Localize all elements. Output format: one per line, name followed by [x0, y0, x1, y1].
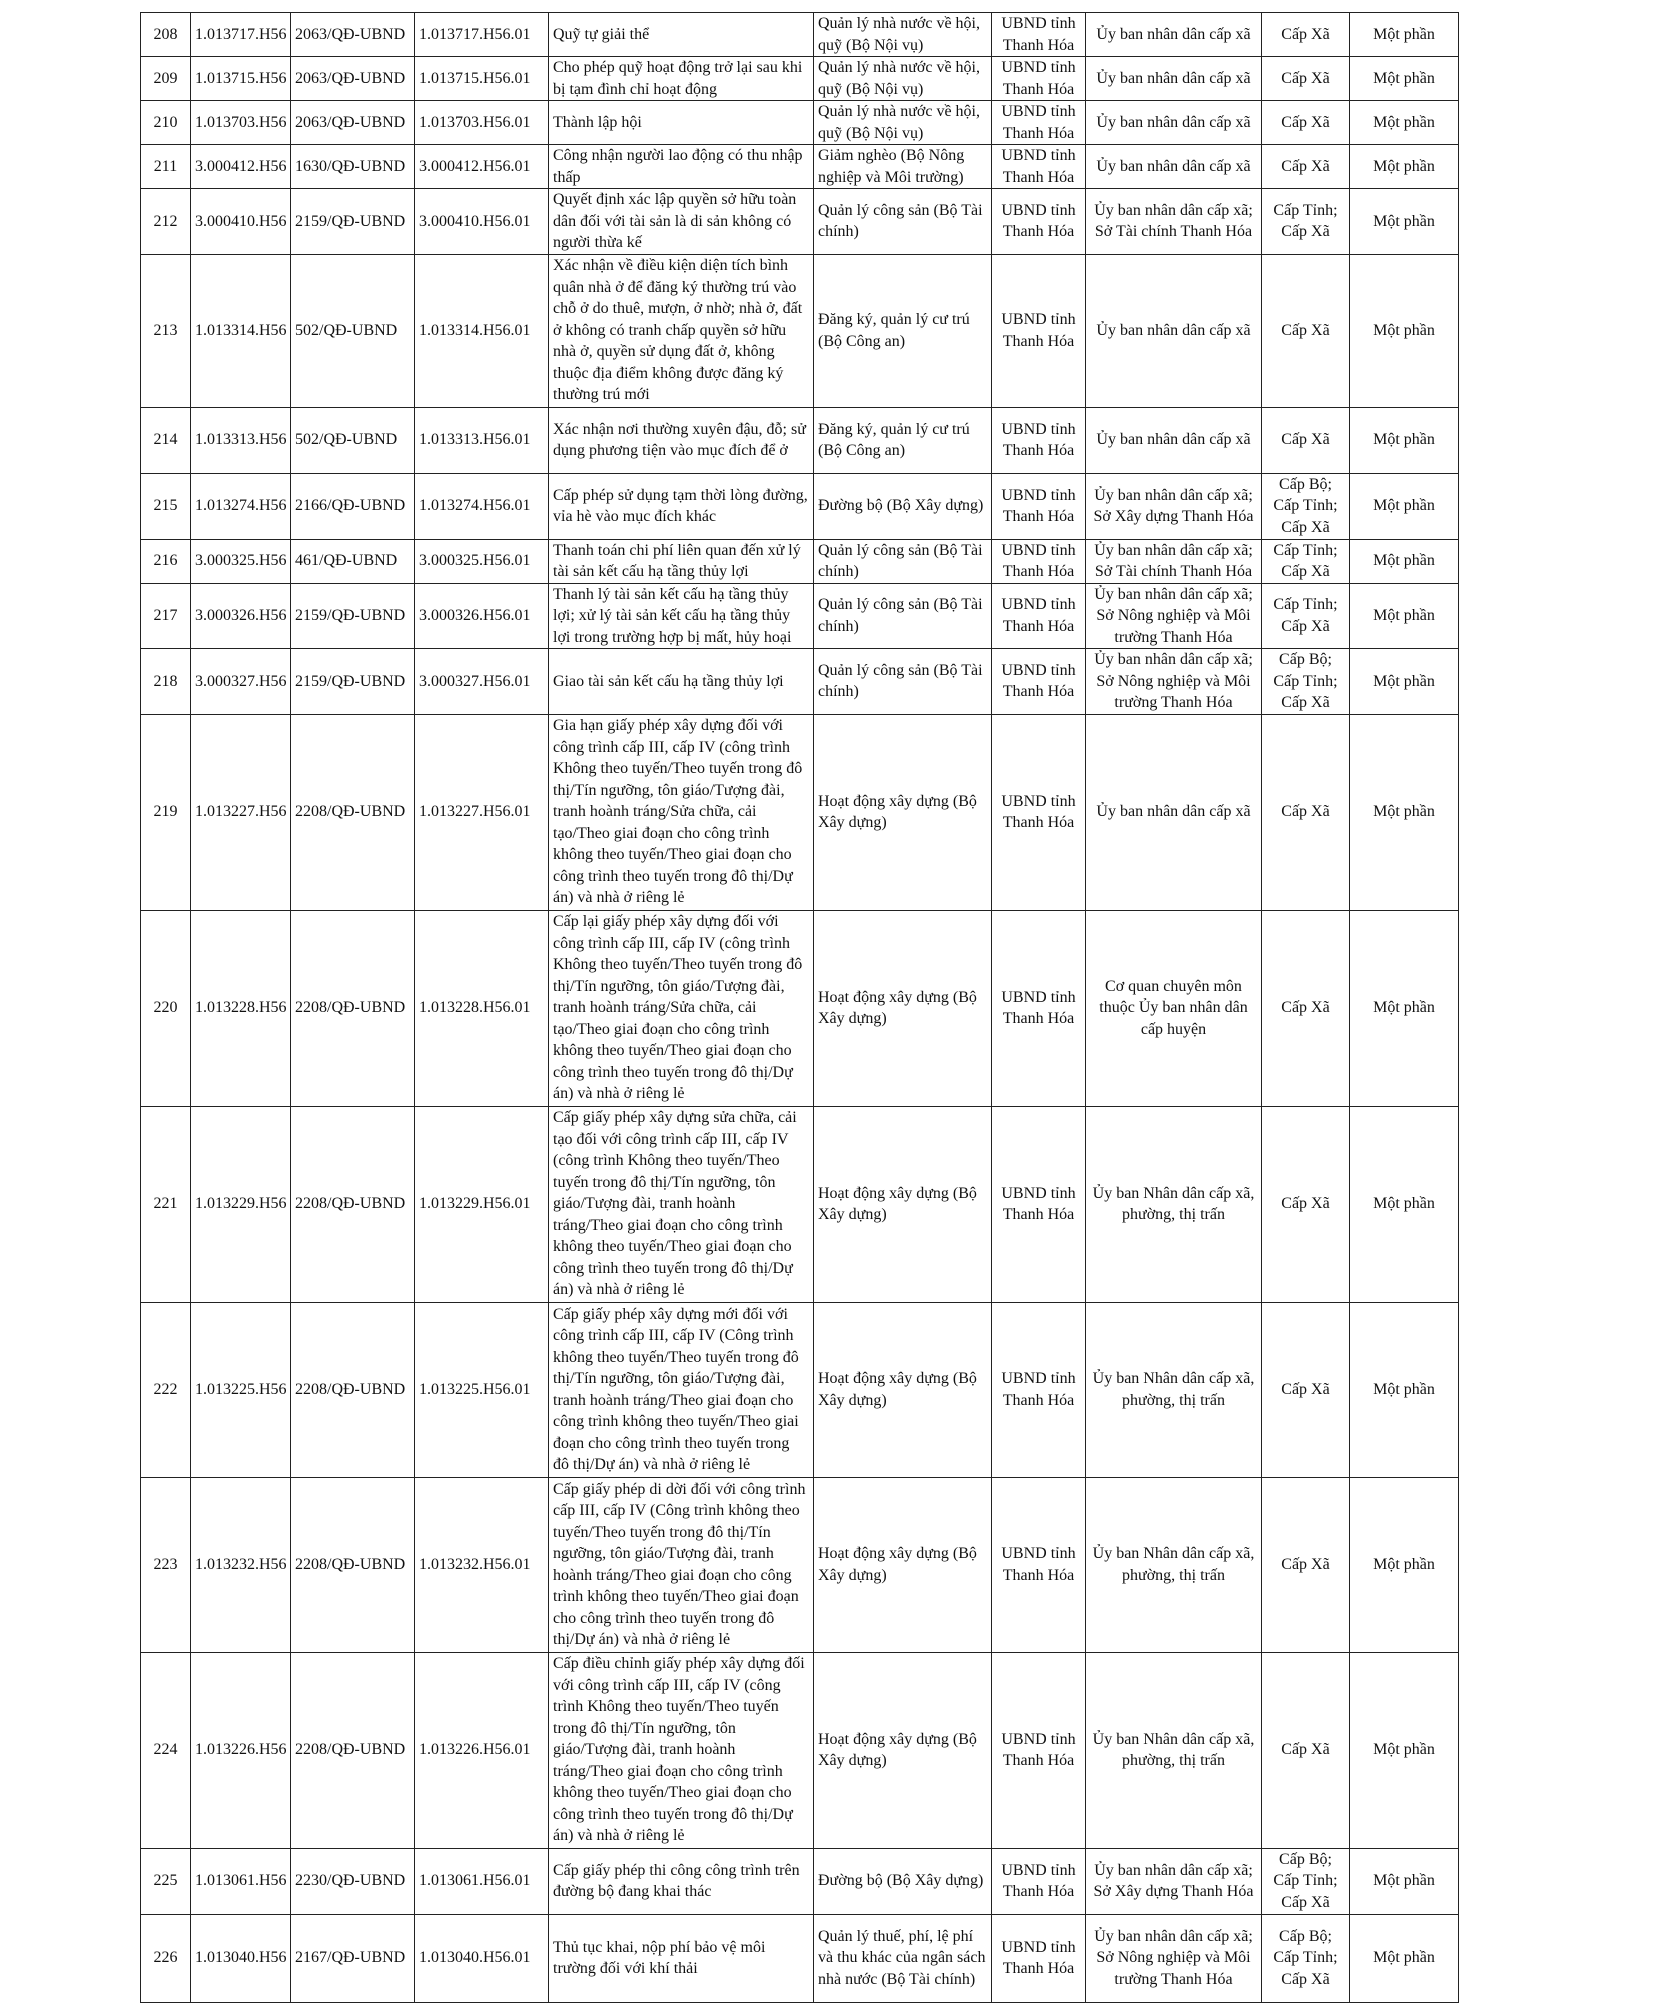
cell-ten: Thành lập hội — [549, 101, 814, 145]
cell-stt: 219 — [141, 714, 191, 910]
cell-ma: 1.013314.H56 — [191, 254, 291, 407]
cell-cap: Cấp Xã — [1262, 13, 1350, 57]
table-body — [141, 13, 1459, 2003]
cell-linhvuc: Hoạt động xây dựng (Bộ Xây dựng) — [814, 1302, 992, 1477]
cell-coquan: UBND tỉnh Thanh Hóa — [992, 1302, 1086, 1477]
cell-stt: 217 — [141, 583, 191, 649]
cell-ma: 1.013232.H56 — [191, 1477, 291, 1652]
cell-linhvuc: Hoạt động xây dựng (Bộ Xây dựng) — [814, 1652, 992, 1848]
cell-cap: Cấp Xã — [1262, 714, 1350, 910]
cell-linhvuc: Quản lý công sản (Bộ Tài chính) — [814, 649, 992, 715]
cell-thuchien: Ủy ban nhân dân cấp xã; Sở Nông nghiệp và Môi trường Thanh Hóa — [1086, 1914, 1262, 2002]
procedure-table — [140, 12, 1459, 2003]
table-row — [141, 1477, 1459, 1652]
cell-cap: Cấp Tỉnh; Cấp Xã — [1262, 189, 1350, 255]
cell-muc: Một phần — [1350, 101, 1459, 145]
cell-cap: Cấp Bộ; Cấp Tỉnh; Cấp Xã — [1262, 473, 1350, 539]
procedure-table-page — [140, 12, 1458, 2003]
cell-linhvuc: Quản lý công sản (Bộ Tài chính) — [814, 189, 992, 255]
cell-linhvuc: Giảm nghèo (Bộ Nông nghiệp và Môi trường) — [814, 145, 992, 189]
cell-thuchien: Ủy ban nhân dân cấp xã; Sở Xây dựng Thanh Hóa — [1086, 1848, 1262, 1914]
cell-ma2: 1.013229.H56.01 — [415, 1106, 549, 1302]
cell-coquan: UBND tỉnh Thanh Hóa — [992, 910, 1086, 1106]
cell-ten: Cho phép quỹ hoạt động trở lại sau khi bị tạm đình chỉ hoạt động — [549, 57, 814, 101]
table-row — [141, 1106, 1459, 1302]
cell-cap: Cấp Xã — [1262, 101, 1350, 145]
cell-ma: 3.000325.H56 — [191, 539, 291, 583]
cell-ma: 1.013228.H56 — [191, 910, 291, 1106]
cell-ten: Công nhận người lao động có thu nhập thấp — [549, 145, 814, 189]
cell-ma2: 1.013226.H56.01 — [415, 1652, 549, 1848]
cell-linhvuc: Quản lý nhà nước về hội, quỹ (Bộ Nội vụ) — [814, 13, 992, 57]
cell-cap: Cấp Tỉnh; Cấp Xã — [1262, 539, 1350, 583]
cell-qd: 1630/QĐ-UBND — [291, 145, 415, 189]
cell-muc: Một phần — [1350, 649, 1459, 715]
cell-ma: 1.013227.H56 — [191, 714, 291, 910]
cell-qd: 2208/QĐ-UBND — [291, 910, 415, 1106]
cell-cap: Cấp Xã — [1262, 1652, 1350, 1848]
cell-cap: Cấp Bộ; Cấp Tỉnh; Cấp Xã — [1262, 649, 1350, 715]
cell-stt: 212 — [141, 189, 191, 255]
cell-ma: 3.000410.H56 — [191, 189, 291, 255]
cell-ten: Cấp phép sử dụng tạm thời lòng đường, vỉa hè vào mục đích khác — [549, 473, 814, 539]
cell-coquan: UBND tỉnh Thanh Hóa — [992, 1848, 1086, 1914]
cell-muc: Một phần — [1350, 714, 1459, 910]
cell-thuchien: Ủy ban nhân dân cấp xã; Sở Nông nghiệp và Môi trường Thanh Hóa — [1086, 583, 1262, 649]
cell-ma2: 1.013313.H56.01 — [415, 407, 549, 473]
cell-ma2: 3.000412.H56.01 — [415, 145, 549, 189]
cell-stt: 211 — [141, 145, 191, 189]
cell-qd: 2208/QĐ-UBND — [291, 1302, 415, 1477]
cell-muc: Một phần — [1350, 145, 1459, 189]
cell-muc: Một phần — [1350, 407, 1459, 473]
cell-linhvuc: Đăng ký, quản lý cư trú (Bộ Công an) — [814, 407, 992, 473]
table-row — [141, 583, 1459, 649]
cell-ten: Cấp điều chỉnh giấy phép xây dựng đối với công trình cấp III, cấp IV (công trình Không theo tuyến/Theo tuyến trong đô thị/Tín ngưỡng, tôn giáo/Tượng đài, tranh hoành tráng/Theo giai đoạn cho công trình không theo tuyến/Theo giai đoạn cho công trình theo tuyến trong đô thị/Dự án) và nhà ở riêng lẻ — [549, 1652, 814, 1848]
cell-coquan: UBND tỉnh Thanh Hóa — [992, 1652, 1086, 1848]
cell-linhvuc: Đường bộ (Bộ Xây dựng) — [814, 1848, 992, 1914]
cell-muc: Một phần — [1350, 1477, 1459, 1652]
cell-linhvuc: Đường bộ (Bộ Xây dựng) — [814, 473, 992, 539]
cell-linhvuc: Quản lý nhà nước về hội, quỹ (Bộ Nội vụ) — [814, 101, 992, 145]
cell-cap: Cấp Xã — [1262, 145, 1350, 189]
cell-ten: Cấp giấy phép thi công công trình trên đường bộ đang khai thác — [549, 1848, 814, 1914]
cell-ten: Quỹ tự giải thể — [549, 13, 814, 57]
cell-ma2: 1.013703.H56.01 — [415, 101, 549, 145]
cell-thuchien: Ủy ban Nhân dân cấp xã, phường, thị trấn — [1086, 1652, 1262, 1848]
cell-thuchien: Cơ quan chuyên môn thuộc Ủy ban nhân dân cấp huyện — [1086, 910, 1262, 1106]
cell-cap: Cấp Xã — [1262, 1477, 1350, 1652]
cell-qd: 2208/QĐ-UBND — [291, 1652, 415, 1848]
cell-ma2: 1.013225.H56.01 — [415, 1302, 549, 1477]
cell-ma2: 1.013274.H56.01 — [415, 473, 549, 539]
cell-coquan: UBND tỉnh Thanh Hóa — [992, 57, 1086, 101]
cell-stt: 223 — [141, 1477, 191, 1652]
cell-ma2: 3.000327.H56.01 — [415, 649, 549, 715]
cell-linhvuc: Hoạt động xây dựng (Bộ Xây dựng) — [814, 1106, 992, 1302]
cell-muc: Một phần — [1350, 1914, 1459, 2002]
cell-ma: 3.000327.H56 — [191, 649, 291, 715]
cell-linhvuc: Hoạt động xây dựng (Bộ Xây dựng) — [814, 910, 992, 1106]
cell-coquan: UBND tỉnh Thanh Hóa — [992, 1106, 1086, 1302]
cell-qd: 2159/QĐ-UBND — [291, 649, 415, 715]
cell-ten: Quyết định xác lập quyền sở hữu toàn dân đối với tài sản là di sản không có người thừa kế — [549, 189, 814, 255]
table-row — [141, 407, 1459, 473]
cell-cap: Cấp Xã — [1262, 1106, 1350, 1302]
cell-cap: Cấp Xã — [1262, 1302, 1350, 1477]
cell-muc: Một phần — [1350, 539, 1459, 583]
cell-qd: 2208/QĐ-UBND — [291, 1477, 415, 1652]
cell-stt: 208 — [141, 13, 191, 57]
cell-muc: Một phần — [1350, 910, 1459, 1106]
table-row — [141, 1302, 1459, 1477]
cell-stt: 222 — [141, 1302, 191, 1477]
cell-ten: Gia hạn giấy phép xây dựng đối với công trình cấp III, cấp IV (công trình Không theo tuyến/Theo tuyến trong đô thị/Tín ngưỡng, tôn giáo/Tượng đài, tranh hoành tráng/Sửa chữa, cải tạo/Theo giai đoạn cho công trình không theo tuyến/Theo giai đoạn cho công trình theo tuyến trong đô thị/Dự án) và nhà ở riêng lẻ — [549, 714, 814, 910]
cell-muc: Một phần — [1350, 254, 1459, 407]
table-row — [141, 539, 1459, 583]
cell-cap: Cấp Bộ; Cấp Tỉnh; Cấp Xã — [1262, 1848, 1350, 1914]
cell-muc: Một phần — [1350, 1106, 1459, 1302]
cell-ma: 3.000412.H56 — [191, 145, 291, 189]
cell-ma2: 1.013232.H56.01 — [415, 1477, 549, 1652]
cell-stt: 224 — [141, 1652, 191, 1848]
table-row — [141, 1848, 1459, 1914]
cell-stt: 226 — [141, 1914, 191, 2002]
cell-qd: 2159/QĐ-UBND — [291, 189, 415, 255]
cell-thuchien: Ủy ban nhân dân cấp xã — [1086, 714, 1262, 910]
table-row — [141, 13, 1459, 57]
cell-ma: 1.013274.H56 — [191, 473, 291, 539]
cell-coquan: UBND tỉnh Thanh Hóa — [992, 539, 1086, 583]
cell-ten: Cấp giấy phép xây dựng mới đối với công trình cấp III, cấp IV (Công trình không theo tuyến/Theo tuyến trong đô thị/Tín ngưỡng, tôn giáo/Tượng đài, tranh hoành tráng/Theo giai đoạn cho công trình không theo tuyến/Theo giai đoạn cho công trình theo tuyến trong đô thị/Dự án) và nhà ở riêng lẻ — [549, 1302, 814, 1477]
cell-cap: Cấp Xã — [1262, 254, 1350, 407]
cell-stt: 225 — [141, 1848, 191, 1914]
cell-coquan: UBND tỉnh Thanh Hóa — [992, 189, 1086, 255]
cell-qd: 2208/QĐ-UBND — [291, 714, 415, 910]
cell-stt: 216 — [141, 539, 191, 583]
cell-qd: 502/QĐ-UBND — [291, 407, 415, 473]
cell-qd: 2159/QĐ-UBND — [291, 583, 415, 649]
cell-qd: 2166/QĐ-UBND — [291, 473, 415, 539]
cell-ma: 1.013225.H56 — [191, 1302, 291, 1477]
cell-qd: 502/QĐ-UBND — [291, 254, 415, 407]
cell-cap: Cấp Bộ; Cấp Tỉnh; Cấp Xã — [1262, 1914, 1350, 2002]
cell-muc: Một phần — [1350, 1848, 1459, 1914]
cell-thuchien: Ủy ban nhân dân cấp xã — [1086, 407, 1262, 473]
cell-linhvuc: Hoạt động xây dựng (Bộ Xây dựng) — [814, 1477, 992, 1652]
cell-ma2: 1.013040.H56.01 — [415, 1914, 549, 2002]
cell-qd: 2063/QĐ-UBND — [291, 57, 415, 101]
cell-ma2: 3.000326.H56.01 — [415, 583, 549, 649]
cell-thuchien: Ủy ban nhân dân cấp xã — [1086, 254, 1262, 407]
cell-linhvuc: Hoạt động xây dựng (Bộ Xây dựng) — [814, 714, 992, 910]
cell-linhvuc: Quản lý công sản (Bộ Tài chính) — [814, 539, 992, 583]
cell-qd: 2230/QĐ-UBND — [291, 1848, 415, 1914]
cell-thuchien: Ủy ban nhân dân cấp xã — [1086, 145, 1262, 189]
cell-coquan: UBND tỉnh Thanh Hóa — [992, 101, 1086, 145]
cell-linhvuc: Quản lý nhà nước về hội, quỹ (Bộ Nội vụ) — [814, 57, 992, 101]
table-row — [141, 714, 1459, 910]
table-row — [141, 254, 1459, 407]
cell-linhvuc: Đăng ký, quản lý cư trú (Bộ Công an) — [814, 254, 992, 407]
cell-ma: 1.013313.H56 — [191, 407, 291, 473]
cell-thuchien: Ủy ban Nhân dân cấp xã, phường, thị trấn — [1086, 1302, 1262, 1477]
cell-cap: Cấp Tỉnh; Cấp Xã — [1262, 583, 1350, 649]
cell-stt: 215 — [141, 473, 191, 539]
cell-coquan: UBND tỉnh Thanh Hóa — [992, 649, 1086, 715]
cell-ma2: 1.013314.H56.01 — [415, 254, 549, 407]
cell-ma: 3.000326.H56 — [191, 583, 291, 649]
cell-ten: Xác nhận nơi thường xuyên đậu, đỗ; sử dụng phương tiện vào mục đích để ở — [549, 407, 814, 473]
cell-stt: 214 — [141, 407, 191, 473]
cell-linhvuc: Quản lý thuế, phí, lệ phí và thu khác của ngân sách nhà nước (Bộ Tài chính) — [814, 1914, 992, 2002]
cell-ma2: 1.013061.H56.01 — [415, 1848, 549, 1914]
cell-linhvuc: Quản lý công sản (Bộ Tài chính) — [814, 583, 992, 649]
cell-muc: Một phần — [1350, 473, 1459, 539]
table-row — [141, 57, 1459, 101]
cell-ten: Thủ tục khai, nộp phí bảo vệ môi trường đối với khí thải — [549, 1914, 814, 2002]
table-row — [141, 473, 1459, 539]
cell-ten: Giao tài sản kết cấu hạ tầng thủy lợi — [549, 649, 814, 715]
cell-ma: 1.013717.H56 — [191, 13, 291, 57]
cell-ma2: 3.000325.H56.01 — [415, 539, 549, 583]
cell-ma: 1.013040.H56 — [191, 1914, 291, 2002]
cell-thuchien: Ủy ban nhân dân cấp xã; Sở Nông nghiệp và Môi trường Thanh Hóa — [1086, 649, 1262, 715]
cell-ma: 1.013703.H56 — [191, 101, 291, 145]
cell-qd: 2063/QĐ-UBND — [291, 13, 415, 57]
cell-ten: Xác nhận về điều kiện diện tích bình quân nhà ở để đăng ký thường trú vào chỗ ở do thuê, mượn, ở nhờ; nhà ở, đất ở không có tranh chấp quyền sở hữu nhà ở, quyền sử dụng đất ở, không thuộc địa điểm không được đăng ký thường trú mới — [549, 254, 814, 407]
cell-thuchien: Ủy ban nhân dân cấp xã — [1086, 101, 1262, 145]
cell-ma2: 1.013715.H56.01 — [415, 57, 549, 101]
cell-thuchien: Ủy ban Nhân dân cấp xã, phường, thị trấn — [1086, 1477, 1262, 1652]
cell-ma2: 1.013717.H56.01 — [415, 13, 549, 57]
cell-ma: 1.013061.H56 — [191, 1848, 291, 1914]
cell-cap: Cấp Xã — [1262, 910, 1350, 1106]
cell-stt: 213 — [141, 254, 191, 407]
cell-stt: 221 — [141, 1106, 191, 1302]
table-row — [141, 145, 1459, 189]
cell-qd: 2167/QĐ-UBND — [291, 1914, 415, 2002]
cell-muc: Một phần — [1350, 13, 1459, 57]
cell-coquan: UBND tỉnh Thanh Hóa — [992, 254, 1086, 407]
cell-muc: Một phần — [1350, 1652, 1459, 1848]
table-row — [141, 1914, 1459, 2002]
cell-qd: 2208/QĐ-UBND — [291, 1106, 415, 1302]
cell-cap: Cấp Xã — [1262, 407, 1350, 473]
cell-coquan: UBND tỉnh Thanh Hóa — [992, 13, 1086, 57]
cell-muc: Một phần — [1350, 57, 1459, 101]
cell-thuchien: Ủy ban nhân dân cấp xã — [1086, 13, 1262, 57]
cell-ma: 1.013229.H56 — [191, 1106, 291, 1302]
cell-qd: 2063/QĐ-UBND — [291, 101, 415, 145]
table-row — [141, 101, 1459, 145]
cell-ten: Cấp lại giấy phép xây dựng đối với công trình cấp III, cấp IV (công trình Không theo tuyến/Theo tuyến trong đô thị/Tín ngưỡng, tôn giáo/Tượng đài, tranh hoành tráng/Sửa chữa, cải tạo/Theo giai đoạn cho công trình không theo tuyến/Theo giai đoạn cho công trình theo tuyến trong đô thị/Dự án) và nhà ở riêng lẻ — [549, 910, 814, 1106]
cell-ten: Thanh toán chi phí liên quan đến xử lý tài sản kết cấu hạ tầng thủy lợi — [549, 539, 814, 583]
cell-coquan: UBND tỉnh Thanh Hóa — [992, 473, 1086, 539]
cell-muc: Một phần — [1350, 583, 1459, 649]
cell-stt: 209 — [141, 57, 191, 101]
cell-stt: 210 — [141, 101, 191, 145]
cell-qd: 461/QĐ-UBND — [291, 539, 415, 583]
table-row — [141, 1652, 1459, 1848]
cell-thuchien: Ủy ban nhân dân cấp xã; Sở Tài chính Thanh Hóa — [1086, 539, 1262, 583]
cell-stt: 220 — [141, 910, 191, 1106]
cell-ten: Thanh lý tài sản kết cấu hạ tầng thủy lợi; xử lý tài sản kết cấu hạ tầng thủy lợi trong trường hợp bị mất, hủy hoại — [549, 583, 814, 649]
cell-ma: 1.013715.H56 — [191, 57, 291, 101]
cell-coquan: UBND tỉnh Thanh Hóa — [992, 145, 1086, 189]
cell-muc: Một phần — [1350, 1302, 1459, 1477]
cell-cap: Cấp Xã — [1262, 57, 1350, 101]
cell-thuchien: Ủy ban nhân dân cấp xã; Sở Xây dựng Thanh Hóa — [1086, 473, 1262, 539]
cell-ten: Cấp giấy phép di dời đối với công trình cấp III, cấp IV (Công trình không theo tuyến/Theo tuyến trong đô thị/Tín ngưỡng, tôn giáo/Tượng đài, tranh hoành tráng/Theo giai đoạn cho công trình không theo tuyến/Theo giai đoạn cho công trình theo tuyến trong đô thị/Dự án) và nhà ở riêng lẻ — [549, 1477, 814, 1652]
cell-coquan: UBND tỉnh Thanh Hóa — [992, 714, 1086, 910]
cell-ma2: 1.013227.H56.01 — [415, 714, 549, 910]
cell-ten: Cấp giấy phép xây dựng sửa chữa, cải tạo đối với công trình cấp III, cấp IV (công trình Không theo tuyến/Theo tuyến trong đô thị/Tín ngưỡng, tôn giáo/Tượng đài, tranh hoành tráng/Theo giai đoạn cho công trình không theo tuyến/Theo giai đoạn cho công trình theo tuyến trong đô thị/Dự án) và nhà ở riêng lẻ — [549, 1106, 814, 1302]
cell-ma2: 1.013228.H56.01 — [415, 910, 549, 1106]
cell-thuchien: Ủy ban Nhân dân cấp xã, phường, thị trấn — [1086, 1106, 1262, 1302]
cell-coquan: UBND tỉnh Thanh Hóa — [992, 1914, 1086, 2002]
cell-ma: 1.013226.H56 — [191, 1652, 291, 1848]
cell-stt: 218 — [141, 649, 191, 715]
cell-thuchien: Ủy ban nhân dân cấp xã — [1086, 57, 1262, 101]
cell-coquan: UBND tỉnh Thanh Hóa — [992, 1477, 1086, 1652]
table-row — [141, 649, 1459, 715]
cell-coquan: UBND tỉnh Thanh Hóa — [992, 583, 1086, 649]
cell-muc: Một phần — [1350, 189, 1459, 255]
cell-thuchien: Ủy ban nhân dân cấp xã; Sở Tài chính Thanh Hóa — [1086, 189, 1262, 255]
table-row — [141, 189, 1459, 255]
cell-ma2: 3.000410.H56.01 — [415, 189, 549, 255]
table-row — [141, 910, 1459, 1106]
cell-coquan: UBND tỉnh Thanh Hóa — [992, 407, 1086, 473]
